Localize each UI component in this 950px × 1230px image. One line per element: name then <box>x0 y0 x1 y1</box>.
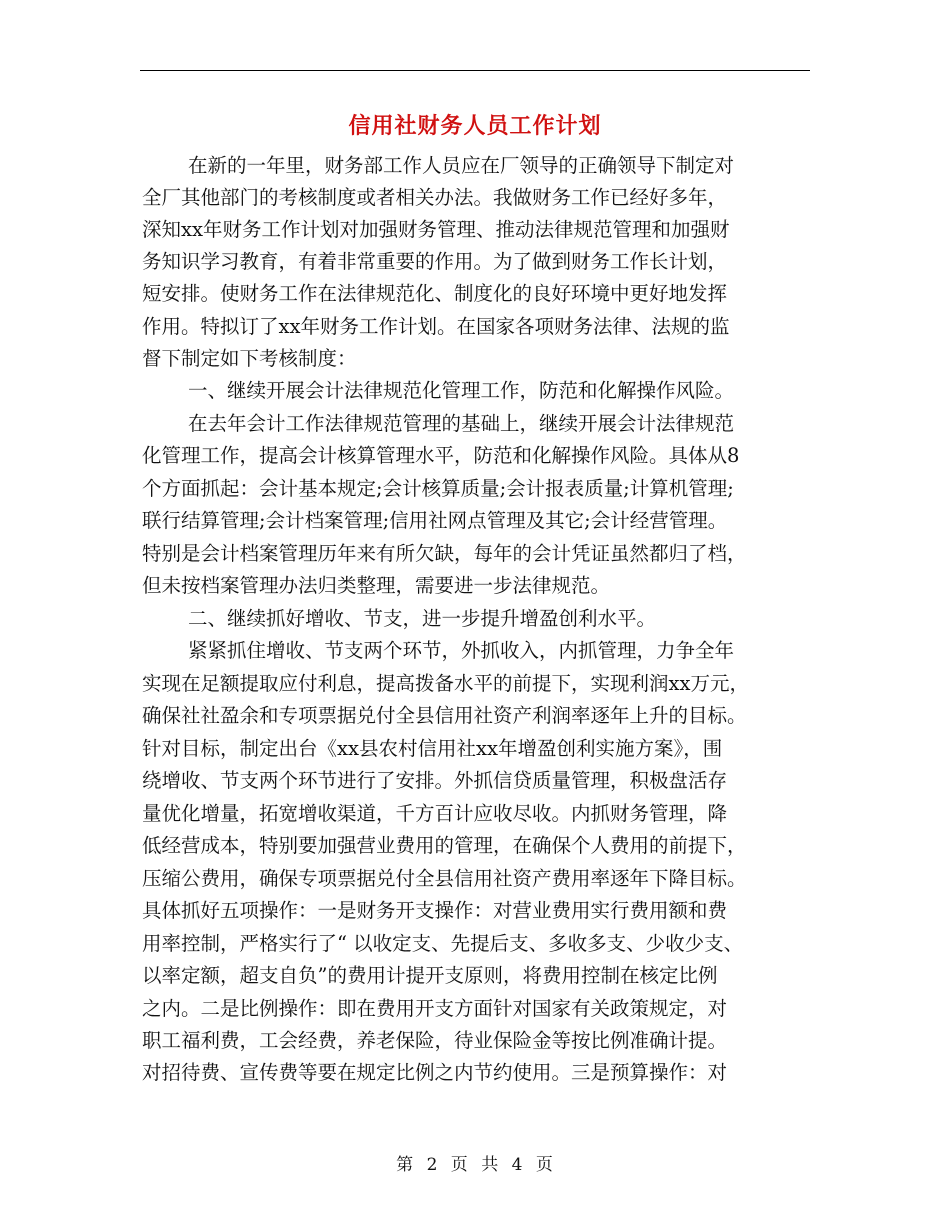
text-line: 督下制定如下考核制度： <box>142 347 357 370</box>
text-line: 短安排。使财务工作在法律规范化、制度化的良好环境中更好地发挥 <box>142 282 728 305</box>
text-line: 绕增收、节支两个环节进行了安排。外抓信贷质量管理，积极盘活存 <box>142 769 728 792</box>
text-line: 确保社社盈余和专项票据兑付全县信用社资产利润率逐年上升的目标。 <box>142 704 747 727</box>
text-line: 对招待费、宣传费等要在规定比例之内节约使用。三是预算操作：对 <box>142 1061 728 1084</box>
text-line: 联行结算管理;会计档案管理;信用社网点管理及其它;会计经营管理。 <box>142 509 728 532</box>
text-line: 作用。特拟订了xx年财务工作计划。在国家各项财务法律、法规的监 <box>142 315 730 338</box>
text-line: 在去年会计工作法律规范管理的基础上，继续开展会计法律规范 <box>188 412 735 435</box>
text-line: 具体抓好五项操作：一是财务开支操作：对营业费用实行费用额和费 <box>142 899 728 922</box>
text-line: 之内。二是比例操作：即在费用开支方面针对国家有关政策规定，对 <box>142 997 728 1020</box>
section-heading: 二、继续抓好增收、节支，进一步提升增盈创利水平。 <box>188 607 657 630</box>
text-line: 用率控制，严格实行了“ 以收定支、先提后支、多收多支、少收少支、 <box>142 932 744 955</box>
header-rule <box>140 70 810 71</box>
text-line: 实现在足额提取应付利息，提高拨备水平的前提下，实现利润xx万元， <box>142 672 749 695</box>
text-line: 紧紧抓住增收、节支两个环节，外抓收入，内抓管理，力争全年 <box>188 639 735 662</box>
page-number: 第 2 页 共 4 页 <box>396 1155 554 1175</box>
document-title: 信用社财务人员工作计划 <box>348 113 602 139</box>
text-line: 在新的一年里，财务部工作人员应在厂领导的正确领导下制定对 <box>188 154 735 177</box>
text-line: 个方面抓起：会计基本规定;会计核算质量;会计报表质量;计算机管理; <box>142 477 734 500</box>
text-line: 针对目标，制定出台《xx县农村信用社xx年增盈创利实施方案》，围 <box>142 737 723 760</box>
text-line: 但未按档案管理办法归类整理，需要进一步法律规范。 <box>142 574 611 597</box>
text-line: 务知识学习教育，有着非常重要的作用。为了做到财务工作长计划， <box>142 250 728 273</box>
text-line: 化管理工作，提高会计核算管理水平，防范和化解操作风险。具体从8 <box>142 444 740 467</box>
text-line: 量优化增量，拓宽增收渠道，千方百计应收尽收。内抓财务管理，降 <box>142 802 728 825</box>
text-line: 全厂其他部门的考核制度或者相关办法。我做财务工作已经好多年， <box>142 186 728 209</box>
text-line: 以率定额，超支自负”的费用计提开支原则，将费用控制在核定比例 <box>142 964 718 987</box>
text-line: 特别是会计档案管理历年来有所欠缺，每年的会计凭证虽然都归了档， <box>142 542 747 565</box>
text-line: 深知xx年财务工作计划对加强财务管理、推动法律规范管理和加强财 <box>142 218 730 241</box>
text-line: 低经营成本，特别要加强营业费用的管理，在确保个人费用的前提下， <box>142 834 747 857</box>
text-line: 压缩公费用，确保专项票据兑付全县信用社资产费用率逐年下降目标。 <box>142 867 747 890</box>
section-heading: 一、继续开展会计法律规范化管理工作，防范和化解操作风险。 <box>188 379 735 402</box>
text-line: 职工福利费，工会经费，养老保险，待业保险金等按比例准确计提。 <box>142 1029 728 1052</box>
